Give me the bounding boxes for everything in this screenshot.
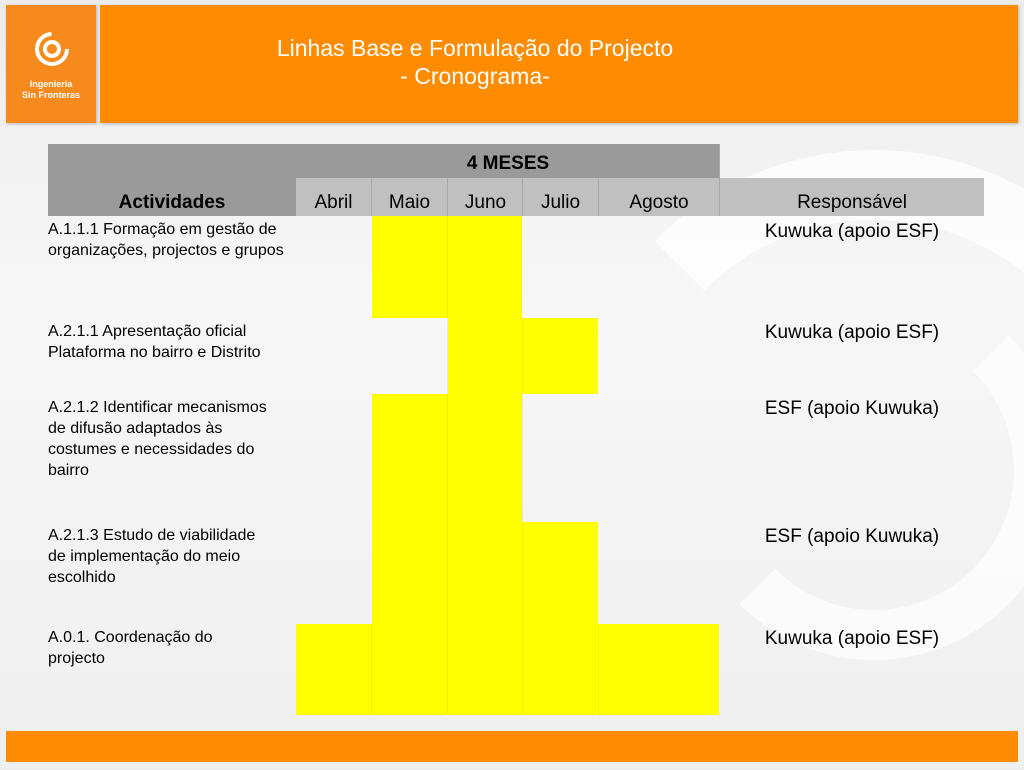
- activity-row-3: A.2.1.2 Identificar mecanismos de difusão adaptados às costumes e necessidades do bairro: [48, 399, 267, 479]
- activity-row-1: A.1.1.1 Formação em gestão de organizações, projectos e grupos: [48, 221, 284, 259]
- responsible-row-1: Kuwuka (apoio ESF): [764, 221, 940, 242]
- schedule-bar-row-4: [372, 522, 598, 624]
- header-separator: [371, 178, 372, 216]
- responsible-header: Responsável: [797, 192, 907, 213]
- month-header-maio: Maio: [388, 192, 431, 213]
- activity-row-4: A.2.1.3 Estudo de viabilidade de implementação do meio escolhido: [48, 527, 256, 586]
- responsible-row-5: Kuwuka (apoio ESF): [764, 628, 940, 649]
- page-title: [100, 34, 850, 90]
- month-header-julio: Julio: [540, 192, 581, 213]
- title-line-1: Linhas Base e Formulação do Projecto: [276, 35, 674, 61]
- logo-text: [6, 79, 96, 101]
- month-header-agosto: Agosto: [629, 192, 689, 213]
- title-banner: [100, 5, 1018, 123]
- activities-header: Actividades: [118, 192, 226, 213]
- header-separator: [522, 178, 523, 216]
- logo-line-1: Ingenieria: [29, 79, 73, 89]
- cell-separator: [522, 318, 523, 715]
- schedule-bar-row-2: [448, 318, 598, 394]
- cell-separator: [371, 624, 372, 715]
- logo: [6, 5, 96, 123]
- schedule-bar-row-5: [296, 624, 719, 715]
- responsible-row-4: ESF (apoio Kuwuka): [764, 526, 940, 547]
- months-group-header: 4 MESES: [466, 153, 550, 174]
- logo-swirl-icon: [32, 29, 72, 69]
- header-separator: [719, 144, 720, 216]
- activity-row-5: A.0.1. Coordenação do projecto: [48, 629, 213, 667]
- month-header-juno: Juno: [464, 192, 507, 213]
- logo-line-2: Sin Fronteras: [21, 90, 80, 100]
- header-separator: [598, 178, 599, 216]
- responsible-row-3: ESF (apoio Kuwuka): [764, 398, 940, 419]
- cell-separator: [598, 624, 599, 715]
- month-header-abril: Abril: [314, 192, 353, 213]
- title-line-2: - Cronograma-: [400, 63, 550, 89]
- header-separator: [447, 178, 448, 216]
- footer-bar: [6, 731, 1018, 762]
- responsible-row-2: Kuwuka (apoio ESF): [764, 322, 940, 343]
- cell-separator: [447, 216, 448, 715]
- activity-row-2: A.2.1.1 Apresentação oficial Plataforma no bairro e Distrito: [48, 323, 261, 361]
